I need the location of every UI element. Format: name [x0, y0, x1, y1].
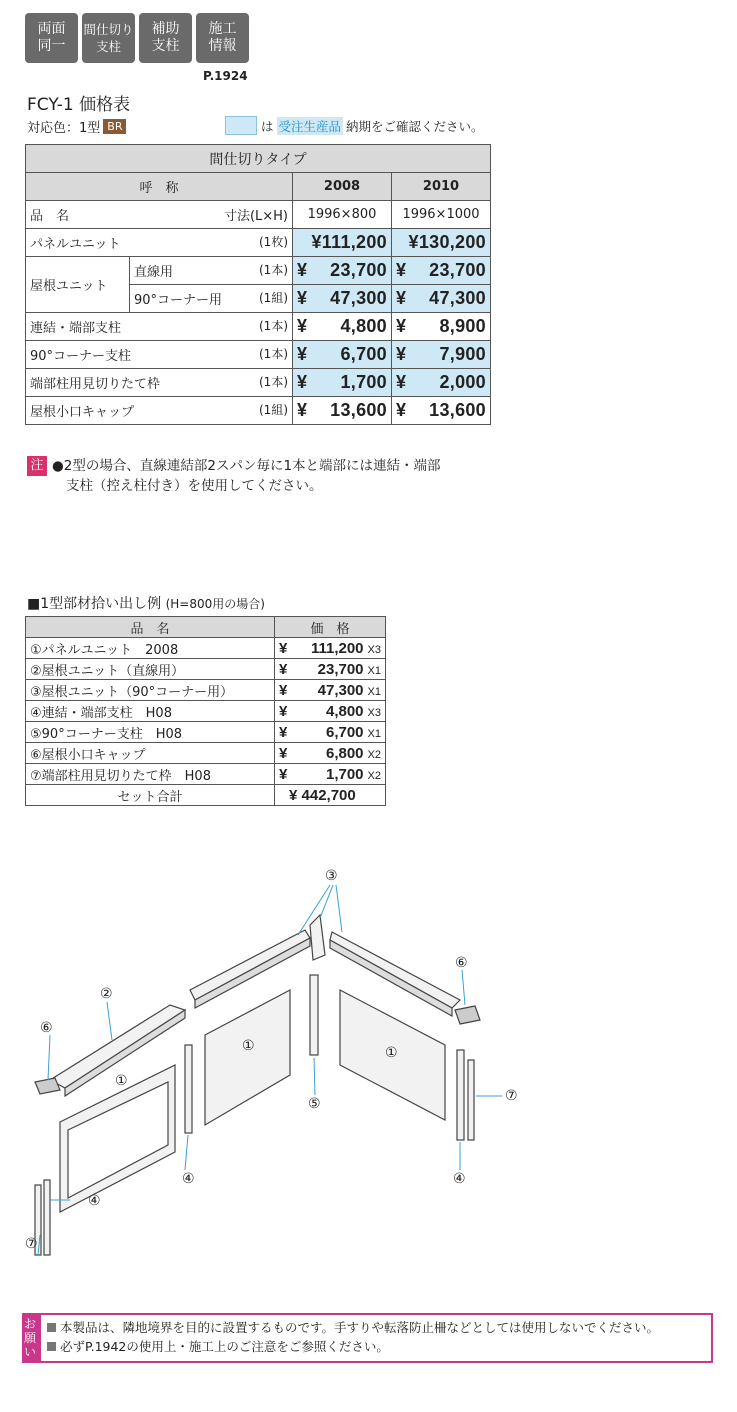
table-row: ④連結・端部支柱 H08 ¥ 4,800 X3 — [26, 701, 386, 722]
tab-install-info[interactable] — [196, 13, 249, 63]
ex-name: ③屋根ユニット（90°コーナー用） — [26, 680, 275, 701]
col-2010: 2010 — [392, 173, 491, 201]
ex-h-price: 価 格 — [275, 617, 386, 638]
row-sub: 90°コーナー用 — [134, 293, 223, 308]
size-2010: 1996×1000 — [392, 201, 491, 229]
ex-name: ④連結・端部支柱 H08 — [26, 701, 275, 722]
ex-qty: X2 — [367, 769, 381, 782]
price-2010: 23,700 — [429, 260, 486, 280]
row-qty: (1本) — [259, 375, 288, 389]
roof-unit-mid-face — [195, 938, 310, 1008]
label-4-mid: ④ — [182, 1171, 195, 1187]
footer-notice — [22, 1313, 713, 1363]
price-2008: 4,800 — [340, 316, 387, 336]
example-title — [27, 593, 265, 613]
ex-price: 47,300 — [317, 681, 364, 699]
table-row-total — [26, 785, 386, 806]
table-row: 屋根小口キャップ (1組) ¥ 13,600 ¥ 13,600 — [26, 397, 491, 425]
price-2008: 1,700 — [340, 372, 387, 392]
col-2008: 2008 — [293, 173, 392, 201]
legend-post: 納期をご確認ください。 — [346, 118, 484, 134]
price-2008: 23,700 — [330, 260, 387, 280]
price-2008: 47,300 — [330, 288, 387, 308]
label-1-left: ① — [115, 1073, 128, 1089]
label-7-left: ⑦ — [25, 1236, 38, 1252]
ex-qty: X1 — [367, 664, 381, 677]
example-title-main: ■1型部材拾い出し例 — [27, 596, 162, 612]
price-2010: 2,000 — [439, 372, 486, 392]
table-row: ⑦端部柱用見切りたて枠 H08 ¥ 1,700 X2 — [26, 764, 386, 785]
label-4-right: ④ — [453, 1171, 466, 1187]
table-row: 90°コーナー用 (1組) ¥ 47,300 ¥ 47,300 — [26, 285, 491, 313]
example-title-small: (H=800用の場合) — [165, 597, 265, 611]
row-name: 端部柱用見切りたて枠 — [30, 377, 161, 392]
example-table — [25, 616, 386, 806]
price-2008: 6,700 — [340, 344, 387, 364]
ex-qty: X3 — [367, 643, 381, 656]
assembly-diagram — [20, 860, 540, 1260]
label-1-right: ① — [385, 1045, 398, 1061]
price-2010: 8,900 — [439, 316, 486, 336]
panel-mid — [205, 990, 290, 1125]
tab-label: 支柱 — [151, 38, 180, 54]
label-6-left: ⑥ — [40, 1020, 53, 1036]
table-row: 連結・端部支柱 (1本) ¥ 4,800 ¥ 8,900 — [26, 313, 491, 341]
tab-label: 支柱 — [95, 39, 121, 54]
label-6-right: ⑥ — [455, 955, 468, 971]
color-label: 対応色：1型 — [27, 121, 101, 136]
legend — [225, 116, 484, 135]
ex-qty: X2 — [367, 748, 381, 761]
row-qty: (1本) — [259, 319, 288, 333]
ex-qty: X1 — [367, 685, 381, 698]
price-2010: ¥130,200 — [392, 229, 491, 257]
row-qty: (1本) — [259, 263, 288, 277]
tab-partition-post[interactable] — [82, 13, 135, 63]
item-size-header — [26, 201, 293, 229]
price-table — [25, 144, 491, 425]
square-bullet-icon — [47, 1323, 56, 1332]
label-1-mid: ① — [242, 1038, 255, 1054]
row-sub: 直線用 — [134, 265, 174, 280]
footer-line2 — [47, 1337, 659, 1356]
corner-roof-3 — [310, 915, 325, 960]
table-row — [26, 229, 491, 257]
label-7-right: ⑦ — [505, 1088, 518, 1104]
footer-line2-text: 必ずP.1942の使用上・施工上のご注意をご参照ください。 — [60, 1339, 389, 1354]
table-header: 間仕切りタイプ — [26, 145, 491, 173]
table-row: 端部柱用見切りたて枠 (1本) ¥ 1,700 ¥ 2,000 — [26, 369, 491, 397]
category-tabs — [25, 13, 249, 63]
ex-h-item: 品 名 — [26, 617, 275, 638]
table-row: ③屋根ユニット（90°コーナー用） ¥ 47,300 X1 — [26, 680, 386, 701]
table-row: ①パネルユニット 2008 ¥ 111,200 X3 — [26, 638, 386, 659]
table-row: 90°コーナー支柱 (1本) ¥ 6,700 ¥ 7,900 — [26, 341, 491, 369]
price-2008: 13,600 — [330, 400, 387, 420]
ex-qty: X1 — [367, 727, 381, 740]
tab-label: 施工 — [208, 21, 237, 37]
ex-price: 6,800 — [325, 744, 364, 762]
ex-price: 1,700 — [325, 765, 364, 783]
table-row: ②屋根ユニット（直線用） ¥ 23,700 X1 — [26, 659, 386, 680]
post-frame-7-right — [468, 1060, 474, 1140]
ex-name: ⑤90°コーナー支柱 H08 — [26, 722, 275, 743]
ex-name: ①パネルユニット 2008 — [26, 638, 275, 659]
note-line2: 支柱（控え柱付き）を使用してください。 — [66, 478, 323, 494]
row-name: パネルユニット — [30, 237, 121, 252]
label-2: ② — [100, 986, 113, 1002]
ex-price: 23,700 — [317, 660, 364, 678]
label-3: ③ — [325, 868, 338, 884]
size-label: 寸法(L×H) — [223, 209, 288, 224]
corner-post-5 — [310, 975, 318, 1055]
ex-total: ¥ 442,700 — [275, 785, 386, 806]
post-4-mid — [185, 1045, 192, 1133]
table-row: 屋根ユニット 直線用 (1本) ¥ 23,700 ¥ 23,700 — [26, 257, 491, 285]
table-row: ⑥屋根小口キャップ ¥ 6,800 X2 — [26, 743, 386, 764]
size-2008: 1996×800 — [293, 201, 392, 229]
cap-6-right — [455, 1006, 480, 1024]
square-bullet-icon — [47, 1342, 56, 1351]
note-mark: 注 — [27, 456, 47, 476]
color-badge: BR — [103, 119, 126, 134]
color-info — [27, 117, 126, 136]
post-4-right — [457, 1050, 464, 1140]
ex-name: ②屋根ユニット（直線用） — [26, 659, 275, 680]
label-4-left: ④ — [88, 1193, 101, 1209]
row-name: 90°コーナー支柱 — [30, 349, 132, 364]
tab-label: 同一 — [37, 38, 66, 54]
roof-unit-mid — [190, 930, 310, 1000]
tab-label: 情報 — [208, 38, 237, 54]
tab-label: 間仕切り — [83, 22, 134, 37]
footer-line1-text: 本製品は、隣地境界を目的に設置するものです。手すりや転落防止柵などとしては使用しないでください。 — [60, 1320, 660, 1335]
col-label: 呼 称 — [26, 173, 293, 201]
ex-price: 4,800 — [325, 702, 364, 720]
note — [27, 456, 441, 496]
price-2010: 13,600 — [429, 400, 486, 420]
ex-price: 6,700 — [325, 723, 364, 741]
row-qty: (1組) — [259, 403, 288, 417]
row-name: 屋根小口キャップ — [30, 405, 135, 420]
legend-pre: は — [261, 118, 274, 134]
row-qty: (1枚) — [259, 235, 288, 249]
footer-label: お願い — [24, 1315, 41, 1361]
price-2010: 47,300 — [429, 288, 486, 308]
tab-label: 両面 — [37, 21, 66, 37]
row-qty: (1組) — [259, 291, 288, 305]
ex-qty: X3 — [367, 706, 381, 719]
ex-name: ⑥屋根小口キャップ — [26, 743, 275, 764]
post-4-left — [44, 1180, 50, 1255]
cap-6-left — [35, 1078, 60, 1094]
ex-name: ⑦端部柱用見切りたて枠 H08 — [26, 764, 275, 785]
row-qty: (1本) — [259, 347, 288, 361]
legend-swatch — [225, 116, 257, 135]
ex-price: 111,200 — [310, 639, 364, 657]
footer-line1 — [47, 1318, 659, 1337]
row-group-name: 屋根ユニット — [26, 257, 130, 313]
row-name: 連結・端部支柱 — [30, 321, 122, 336]
tab-label: 補助 — [151, 21, 180, 37]
tab-support-post[interactable] — [139, 13, 192, 63]
price-2008: ¥111,200 — [293, 229, 392, 257]
note-line1: ●2型の場合、直線連結部2スパン毎に1本と端部には連結・端部 — [52, 458, 441, 474]
price-2010: 7,900 — [439, 344, 486, 364]
ex-total-label: セット合計 — [26, 785, 275, 806]
table-row: ⑤90°コーナー支柱 H08 ¥ 6,700 X1 — [26, 722, 386, 743]
legend-highlight: 受注生産品 — [278, 118, 342, 134]
page-reference: P.1924 — [203, 69, 248, 83]
page-title: FCY-1 価格表 — [27, 95, 131, 115]
tab-both-sides[interactable] — [25, 13, 78, 63]
label-5: ⑤ — [308, 1096, 321, 1112]
item-label: 品 名 — [30, 209, 70, 224]
